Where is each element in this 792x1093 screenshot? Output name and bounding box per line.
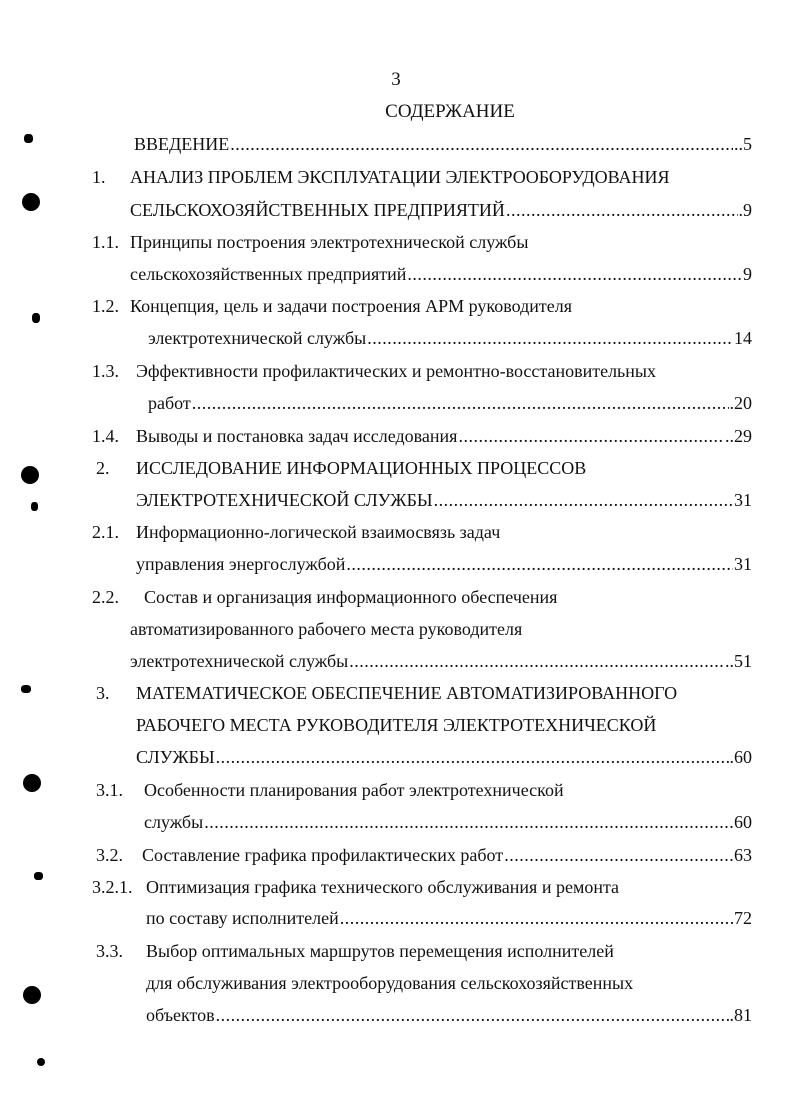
- toc-entry: управления энергослужбой ..... 31: [136, 554, 752, 574]
- toc-entry-number: 2.1.: [92, 522, 119, 542]
- binding-mark: [31, 502, 38, 511]
- toc-entry-text: МАТЕМАТИЧЕСКОЕ ОБЕСПЕЧЕНИЕ АВТОМАТИЗИРОВАННОГО: [136, 683, 678, 703]
- binding-mark: [37, 1058, 45, 1066]
- toc-entry-number: 1.3.: [92, 361, 119, 381]
- toc-entry-text: Оптимизация графика технического обслуживания и ремонта: [146, 877, 620, 897]
- toc-entry: службы ..... 60: [144, 812, 752, 832]
- toc-entry-text: ИССЛЕДОВАНИЕ ИНФОРМАЦИОННЫХ ПРОЦЕССОВ: [136, 458, 587, 478]
- toc-entry-text: автоматизированного рабочего места руководителя: [130, 619, 523, 639]
- toc-entry-number: 1.1.: [92, 232, 119, 252]
- binding-mark: [24, 134, 33, 143]
- toc-entry-number: 3.2.: [96, 845, 123, 865]
- toc-entry-text: Концепция, цель и задачи построения АРМ руководителя: [130, 296, 572, 316]
- toc-entry-text: Состав и организация информационного обеспечения: [144, 587, 558, 607]
- toc-entry-text: АНАЛИЗ ПРОБЛЕМ ЭКСПЛУАТАЦИИ ЭЛЕКТРООБОРУДОВАНИЯ: [130, 167, 670, 187]
- toc-entry-number: 2.2.: [92, 587, 119, 607]
- toc-entry: электротехнической службы ..... 14: [148, 328, 752, 348]
- toc-entry: Выводы и постановка задач исследования ..... ..29: [136, 426, 752, 446]
- toc-entry-intro: ВВЕДЕНИЕ ..... ..5: [134, 134, 752, 154]
- toc-entry-text: Особенности планирования работ электротехнической: [144, 780, 564, 800]
- toc-entry: сельскохозяйственных предприятий ..... 9: [130, 264, 752, 284]
- toc-entry: Составление графика профилактических работ ..... 63: [142, 845, 752, 865]
- binding-hole: [23, 986, 41, 1004]
- toc-entry-number: 1.: [92, 167, 106, 187]
- toc-entry: СЛУЖБЫ ..... .60: [136, 747, 752, 767]
- binding-mark: [34, 872, 43, 880]
- binding-mark: [21, 685, 31, 693]
- binding-hole: [21, 466, 39, 484]
- toc-entry: ЭЛЕКТРОТЕХНИЧЕСКОЙ СЛУЖБЫ ..... 31: [136, 490, 752, 510]
- binding-hole: [22, 193, 40, 211]
- toc-entry: СЕЛЬСКОХОЗЯЙСТВЕННЫХ ПРЕДПРИЯТИЙ ..... .9: [130, 200, 752, 220]
- binding-hole: [23, 774, 41, 792]
- toc-entry-text: Информационно-логической взаимосвязь задач: [136, 522, 501, 542]
- page-number: 3: [391, 69, 401, 90]
- toc-entry-number: 3.1.: [96, 780, 123, 800]
- toc-entry-number: 1.2.: [92, 296, 119, 316]
- toc-entry-number: 1.4.: [92, 426, 119, 446]
- toc-entry-number: 3.2.1.: [92, 877, 133, 897]
- toc-entry-text: РАБОЧЕГО МЕСТА РУКОВОДИТЕЛЯ ЭЛЕКТРОТЕХНИЧЕСКОЙ: [136, 715, 657, 735]
- toc-entry: по составу исполнителей ..... 72: [146, 908, 752, 928]
- toc-entry-text: Выбор оптимальных маршрутов перемещения исполнителей: [146, 941, 614, 961]
- toc-entry-number: 3.3.: [96, 941, 123, 961]
- toc-entry-text: Принципы построения электротехнической службы: [130, 232, 529, 252]
- toc-entry: объектов ..... .81: [146, 1005, 752, 1025]
- toc-entry: работ ..... .20: [148, 393, 752, 413]
- toc-entry-text: Эффективности профилактических и ремонтно-восстановительных: [136, 361, 656, 381]
- toc-entry-text: для обслуживания электрооборудования сельскохозяйственных: [146, 973, 634, 993]
- toc-title: СОДЕРЖАНИЕ: [385, 101, 515, 122]
- toc-entry-number: 2.: [96, 458, 110, 478]
- toc-entry: электротехнической службы ..... ..51: [130, 651, 752, 671]
- toc-entry-number: 3.: [96, 683, 110, 703]
- binding-mark: [32, 313, 40, 323]
